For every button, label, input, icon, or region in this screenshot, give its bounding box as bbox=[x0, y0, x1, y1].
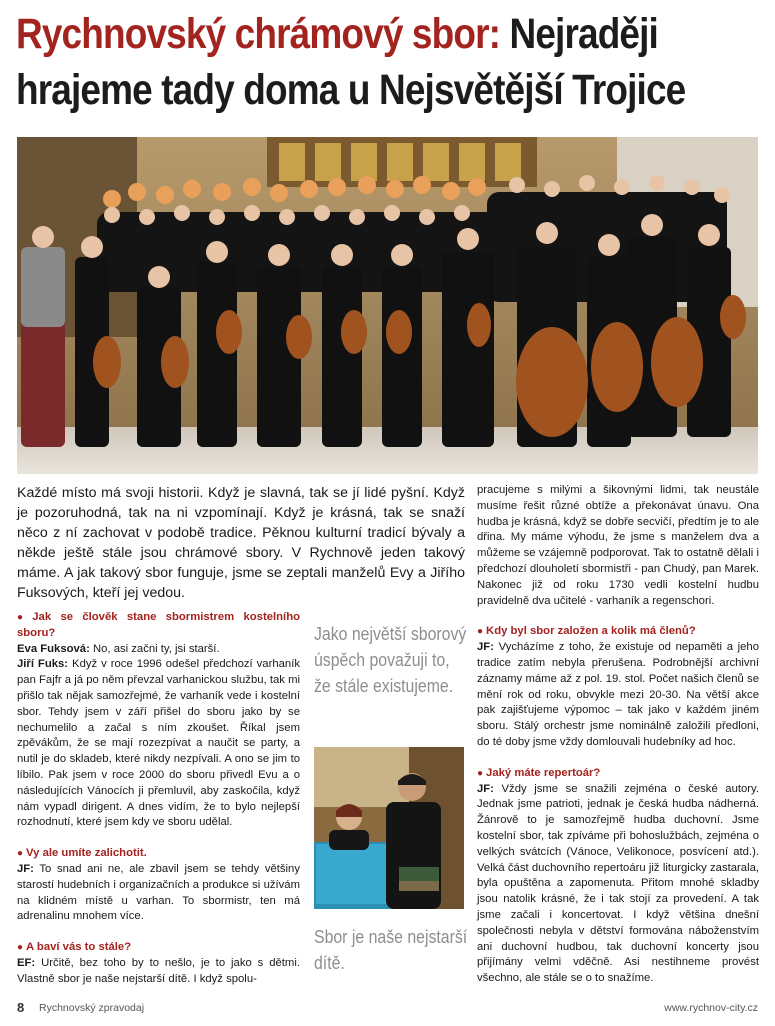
continued-paragraph: pracujeme s milými a šikovnými lidmi, tak neustále musíme řešit různé obtíže a překonávat únavu. Ona hudba je krásná, když se dobře secvičí, předtím je to ale dřina. My máme výhodu, že jsme s manželem dva a můžeme se vzájemně podporovat. Tak to ostatně dělali i předchozí dlouholetí sbormistři - pan Chudý, pan Marek. Nakonec již od roku 1730 vedli kostelní hudbu pravidelně dva učitelé - varhaník a regenschori. bbox=[477, 484, 759, 607]
answer-text: Vycházíme z toho, že existuje od nepaměti a jeho tradice zatím nebyla přerušena. Podrobnější archivní záznamy máme až z pol. 19. stol. Počet našich členů se mění rok od roku, obvykle mezi 20-30. Na větší akce pak zajišťujeme výpomoc – tak jako v každém jiném sboru. Stálý orchestr jsme nominálně založili předloni, do té doby jsme vždy domlouvali hudebníky ad hoc. bbox=[477, 641, 759, 748]
column-left bbox=[17, 610, 300, 988]
question-text: A baví vás to stále? bbox=[26, 941, 132, 954]
pull-quote: Jako největší sborový úspěch považuji to, že stále existujeme. bbox=[314, 624, 467, 696]
answer-paragraph bbox=[17, 642, 300, 658]
answer-paragraph bbox=[17, 862, 300, 925]
question-heading: ● Jak se člověk stane sbormistrem kostelního sboru? bbox=[17, 611, 300, 639]
speaker-label: EF: bbox=[17, 956, 36, 969]
speaker-label: Eva Fuksová: bbox=[17, 642, 90, 655]
question-heading: ● Vy ale umíte zalichotit. bbox=[17, 847, 147, 860]
pull-quote: Sbor je naše nejstarší dítě. bbox=[314, 927, 468, 973]
conductors-photo bbox=[314, 747, 464, 909]
magazine-name: Rychnovský zpravodaj bbox=[39, 1002, 145, 1014]
answer-paragraph bbox=[17, 657, 300, 831]
answer-paragraph bbox=[17, 956, 300, 988]
website-link[interactable]: www.rychnov-city.cz bbox=[664, 1002, 758, 1014]
page-footer bbox=[17, 1000, 758, 1020]
speaker-label: Jiří Fuks: bbox=[17, 658, 69, 671]
answer-text: Když v roce 1996 odešel předchozí varhaník pan Fajfr a já po něm převzal varhanickou službu, tak mi přišlo tak nějak samozřejmé, že varhaník vede i kostelní sbor. Tehdy jsem v září přišel do sboru jako by se nechumelilo a začal s ním zkoušet. Říkal jsem zpěvákům, že se mají rozezpívat a naučit se party, a nutil je do skladeb, které nikdy nezpívali. A ono se jim to líbilo. Pak jsem v roce 2000 do sboru přivedl Evu a o následujících Vánocích ji přemluvil, aby zaskočila, když nám vypadl dirigent. A dnes vidím, že to bylo nejlepší rozhodnutí, které jsem kdy ve sboru udělal. bbox=[17, 658, 300, 829]
column-right bbox=[477, 483, 759, 987]
answer-text: Určitě, bez toho by to nešlo, je to jako s dětmi. Vlastně sbor je naše nejstarší dítě. I když spolu- bbox=[17, 956, 300, 985]
answer-paragraph bbox=[477, 782, 759, 987]
title-rest: Nejraději hrajeme tady doma u Nejsvětější Trojice bbox=[16, 10, 686, 114]
speaker-label: JF: bbox=[477, 782, 494, 795]
title-highlight: Rychnovský chrámový sbor: bbox=[16, 10, 501, 58]
article-title bbox=[16, 6, 761, 118]
choir-group-photo bbox=[17, 137, 758, 474]
question-text: Kdy byl sbor založen a kolik má členů? bbox=[486, 625, 696, 638]
speaker-label: JF: bbox=[477, 641, 494, 654]
answer-text: To snad ani ne, ale zbavil jsem se tehdy většiny starostí hudebních i organizačních a produkce si užívám na klidném místě u varhan. To sbormistr, ten má adrenalinu mnohem více. bbox=[17, 862, 300, 923]
article-lead: Každé místo má svoji historii. Když je slavná, tak se jí lidé pyšní. Když je pozoruhodná, tak na ni vzpomínají. Když je krásná, tak se snaží něco z ní zachovat v podobě tradice. Pěknou kulturní tradicí bývaly a někde ještě stále jsou chrámové sbory. V Rychnově jeden takový máme. A jak takový sbor funguje, jsme se zeptali manželů Evy a Jiřího Fuksových, kteří jej vedou. bbox=[17, 485, 465, 601]
question-heading: ● A baví vás to stále? bbox=[17, 941, 132, 954]
speaker-label: JF: bbox=[17, 862, 34, 875]
question-text: Jaký máte repertoár? bbox=[486, 766, 601, 779]
answer-text: No, asi začni ty, jsi starší. bbox=[89, 642, 220, 655]
question-heading: ● Jaký máte repertoár? bbox=[477, 766, 601, 779]
page-number: 8 bbox=[17, 1000, 25, 1015]
question-text: Vy ale umíte zalichotit. bbox=[26, 847, 147, 860]
answer-text: Vždy jsme se snažili zejména o české autory. Jednak jsme patrioti, jednak je česká hudba nádherná. Žánrově to je samozřejmě hudba duchovní. Jsme kostelní sbor, tak zpíváme při bohoslužbách, zejména o velkých svátcích (Vánoce, Velikonoce, posvícení atd.). Velká část duchovního repertoáru již liturgicky zastarala, byla opuštěna a zapomenuta. Přitom mnohé skladby jsou natolik krásné, že i tak stojí za provedení. A tak jsme začali i koncertovat. I když většina dnešní společnosti nebyla v dětství formována náboženstvím ani duchovní hudbou, tak duchovní koncerty jsou přijímány velmi vděčně. Asi nestihneme provést všechno, ale stále se o to snažíme. bbox=[477, 782, 759, 985]
question-text: Jak se člověk stane sbormistrem kostelního sboru? bbox=[17, 611, 300, 639]
question-heading: ● Kdy byl sbor založen a kolik má členů? bbox=[477, 625, 696, 638]
answer-paragraph bbox=[477, 640, 759, 751]
